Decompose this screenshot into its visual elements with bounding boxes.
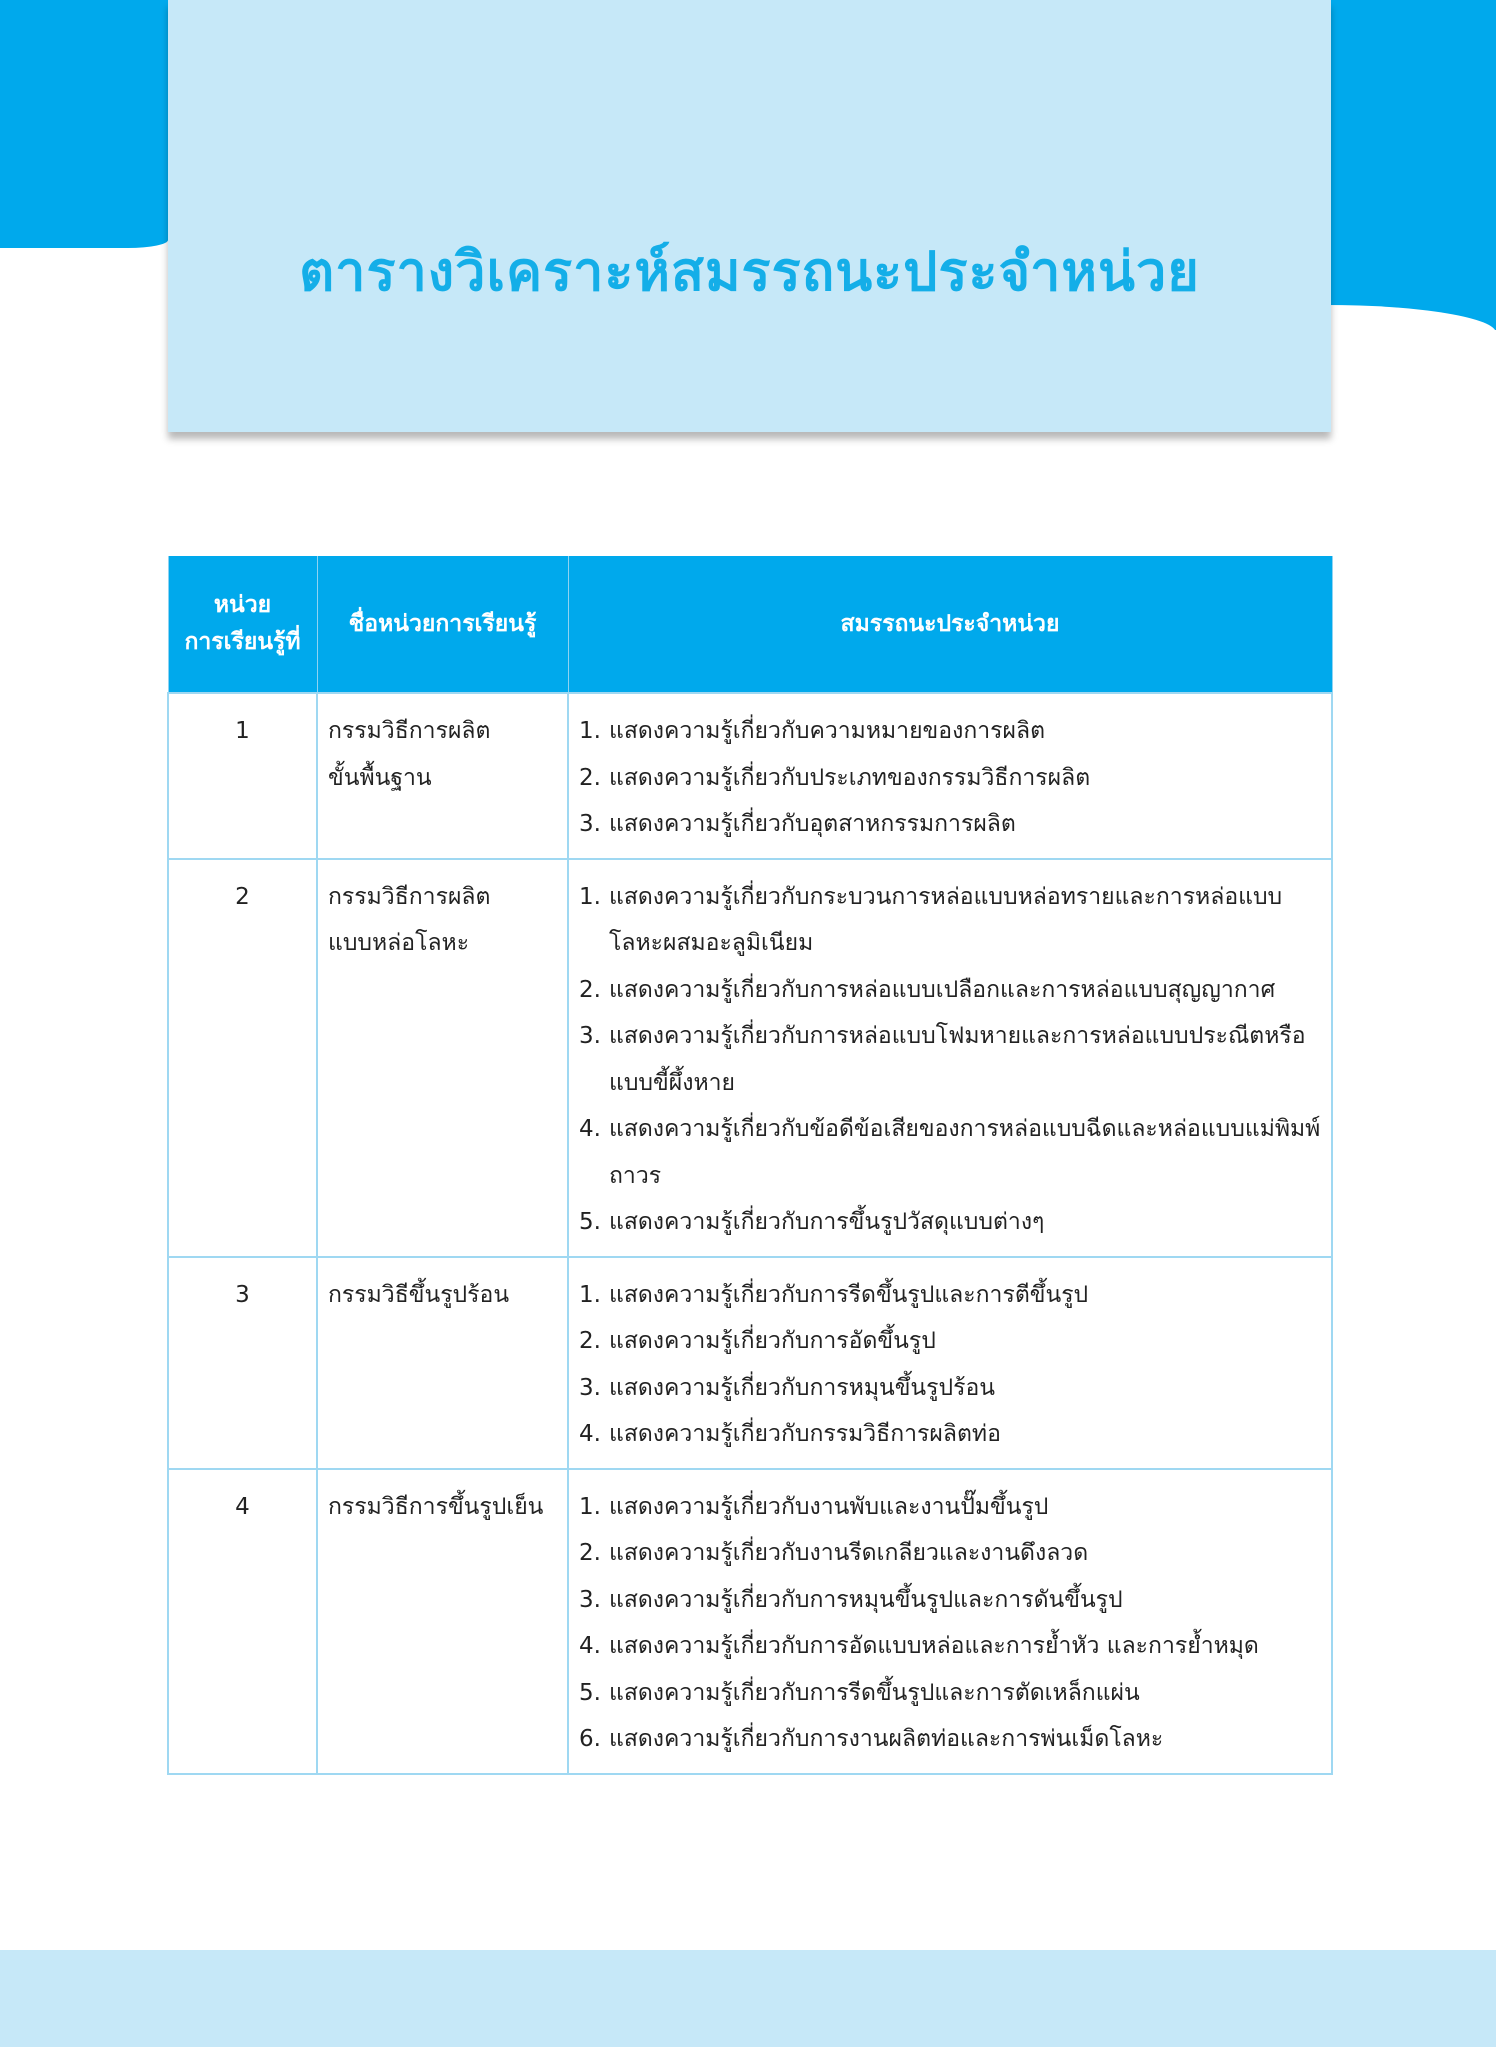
competency-item <box>579 967 1321 1014</box>
competency-item-number: 2. <box>579 1328 601 1354</box>
decorative-bottom-band <box>0 1950 1496 2047</box>
competency-item-text: แสดงความรู้เกี่ยวกับการงานผลิตท่อและการพ่นเม็ดโลหะ <box>609 1726 1164 1752</box>
competency-item-text: แสดงความรู้เกี่ยวกับกระบวนการหล่อแบบหล่อทรายและการหล่อแบบโลหะผสมอะลูมิเนียม <box>609 883 1283 956</box>
competency-item-number: 4. <box>579 1633 601 1659</box>
competency-item-number: 2. <box>579 764 601 791</box>
title-banner <box>168 0 1331 432</box>
unit-name <box>317 693 568 859</box>
header-unit-line2: การเรียนรู้ที่ <box>184 629 301 655</box>
competency-item <box>579 1716 1321 1763</box>
table-row <box>168 693 1332 859</box>
unit-number: 2 <box>168 859 317 1257</box>
competency-item-text: แสดงความรู้เกี่ยวกับการหล่อแบบโฟมหายและการหล่อแบบประณีตหรือแบบขี้ผึ้งหาย <box>609 1023 1306 1096</box>
header-competency: สมรรถนะประจำหน่วย <box>568 556 1332 693</box>
competency-item-number: 3. <box>579 1374 601 1401</box>
competency-item <box>579 1272 1321 1319</box>
competency-item-text: แสดงความรู้เกี่ยวกับกรรมวิธีการผลิตท่อ <box>609 1421 1001 1447</box>
competency-item <box>579 1318 1321 1365</box>
competency-item-text: แสดงความรู้เกี่ยวกับการขึ้นรูปวัสดุแบบต่างๆ <box>609 1209 1045 1235</box>
competency-item-text: แสดงความรู้เกี่ยวกับการอัดขึ้นรูป <box>609 1328 936 1354</box>
competency-item-text: แสดงความรู้เกี่ยวกับความหมายของการผลิต <box>609 718 1046 744</box>
decorative-wave-right <box>1326 0 1496 330</box>
competency-item-text: แสดงความรู้เกี่ยวกับอุตสาหกรรมการผลิต <box>609 811 1016 837</box>
competency-item <box>579 1484 1321 1531</box>
competency-item <box>579 1577 1321 1624</box>
competency-item <box>579 755 1321 802</box>
unit-name <box>317 1257 568 1469</box>
competency-item <box>579 1013 1321 1106</box>
unit-name-line: กรรมวิธีขึ้นรูปร้อน <box>328 1281 510 1308</box>
competency-item <box>579 1670 1321 1717</box>
competency-item-text: แสดงความรู้เกี่ยวกับข้อดีข้อเสียของการหล่อแบบฉีดและหล่อแบบแม่พิมพ์ถาวร <box>609 1116 1321 1189</box>
competency-item-number: 4. <box>579 1116 601 1142</box>
competency-item <box>579 1530 1321 1577</box>
competency-list <box>579 1484 1321 1763</box>
competency-item-text: แสดงความรู้เกี่ยวกับการรีดขึ้นรูปและการตัดเหล็กแผ่น <box>609 1679 1140 1706</box>
unit-name <box>317 859 568 1257</box>
competency-item <box>579 1365 1321 1412</box>
unit-name-line: ขั้นพื้นฐาน <box>328 764 432 791</box>
competency-item <box>579 801 1321 848</box>
decorative-wave-left <box>0 0 168 248</box>
table-row <box>168 859 1332 1257</box>
unit-name-line: กรรมวิธีการผลิต <box>328 883 491 910</box>
unit-name-line: กรรมวิธีการขึ้นรูปเย็น <box>328 1493 544 1520</box>
competency-item-number: 6. <box>579 1726 601 1752</box>
table-header-row <box>168 556 1332 693</box>
competency-item-text: แสดงความรู้เกี่ยวกับการหล่อแบบเปลือกและการหล่อแบบสุญญากาศ <box>609 976 1276 1003</box>
competency-item-number: 3. <box>579 811 601 837</box>
competency-item <box>579 1623 1321 1670</box>
competency-item-number: 5. <box>579 1209 601 1235</box>
unit-name <box>317 1469 568 1774</box>
competency-list <box>579 874 1321 1246</box>
competency-item-number: 5. <box>579 1679 601 1706</box>
competency-list-cell <box>568 1469 1332 1774</box>
unit-number: 4 <box>168 1469 317 1774</box>
competency-item-number: 1. <box>579 1281 601 1308</box>
competency-item-text: แสดงความรู้เกี่ยวกับงานพับและงานปั๊มขึ้นรูป <box>609 1493 1049 1520</box>
page-title: ตารางวิเคราะห์สมรรถนะประจำหน่วย <box>299 240 1200 303</box>
competency-item-number: 4. <box>579 1421 601 1447</box>
header-unit-line1: หน่วย <box>213 592 272 619</box>
competency-list-cell <box>568 1257 1332 1469</box>
competency-item <box>579 1199 1321 1246</box>
competency-item-text: แสดงความรู้เกี่ยวกับงานรีดเกลียวและงานดึงลวด <box>609 1540 1089 1566</box>
competency-item <box>579 1106 1321 1199</box>
competency-item <box>579 874 1321 967</box>
competency-item-text: แสดงความรู้เกี่ยวกับประเภทของกรรมวิธีการผลิต <box>609 764 1091 791</box>
competency-item <box>579 708 1321 755</box>
competency-item-text: แสดงความรู้เกี่ยวกับการหมุนขึ้นรูปและการดันขึ้นรูป <box>609 1586 1123 1613</box>
competency-item-number: 1. <box>579 718 601 744</box>
competency-item-number: 1. <box>579 1493 601 1520</box>
competency-item-number: 3. <box>579 1586 601 1613</box>
competency-item <box>579 1411 1321 1458</box>
table-row <box>168 1257 1332 1469</box>
competency-item-text: แสดงความรู้เกี่ยวกับการอัดแบบหล่อและการย้ำหัว และการย้ำหมุด <box>609 1633 1259 1659</box>
header-unit <box>168 556 317 693</box>
competency-item-number: 1. <box>579 883 601 910</box>
competency-table <box>167 556 1333 1775</box>
unit-name-line: กรรมวิธีการผลิต <box>328 718 491 744</box>
competency-list <box>579 1272 1321 1458</box>
unit-name-line: แบบหล่อโลหะ <box>328 930 470 956</box>
table-row <box>168 1469 1332 1774</box>
competency-item-number: 3. <box>579 1023 601 1049</box>
header-name: ชื่อหน่วยการเรียนรู้ <box>317 556 568 693</box>
competency-item-text: แสดงความรู้เกี่ยวกับการรีดขึ้นรูปและการตีขึ้นรูป <box>609 1281 1089 1308</box>
unit-number: 3 <box>168 1257 317 1469</box>
competency-list <box>579 708 1321 848</box>
competency-item-number: 2. <box>579 1540 601 1566</box>
competency-list-cell <box>568 693 1332 859</box>
competency-item-text: แสดงความรู้เกี่ยวกับการหมุนขึ้นรูปร้อน <box>609 1374 995 1401</box>
unit-number: 1 <box>168 693 317 859</box>
competency-list-cell <box>568 859 1332 1257</box>
competency-item-number: 2. <box>579 976 601 1003</box>
